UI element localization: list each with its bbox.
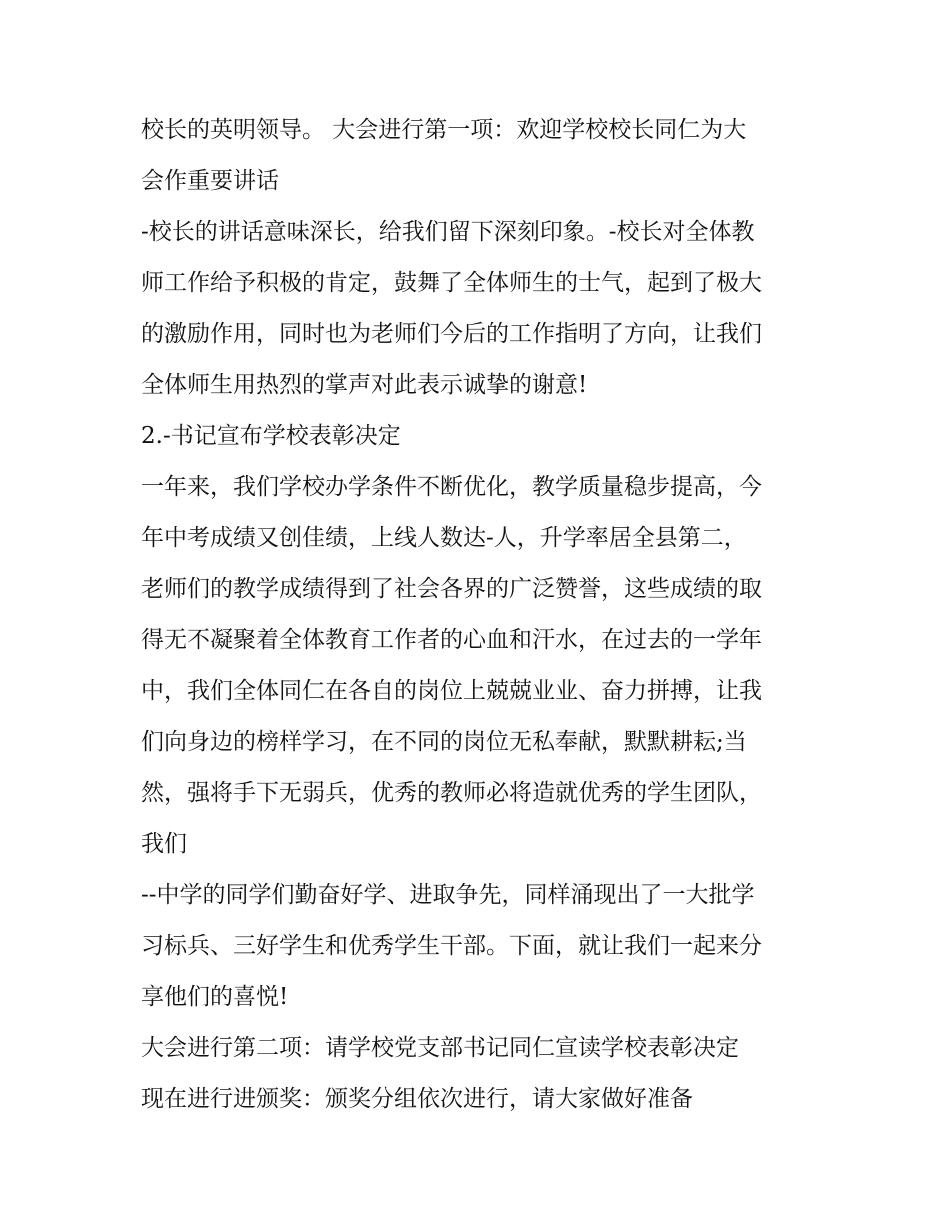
text-line: 习标兵、三好学生和优秀学生干部。下面，就让我们一起来分: [141, 933, 762, 959]
text-line: --中学的同学们勤奋好学、进取争先，同样涌现出了一大批学: [141, 882, 755, 908]
text-line: 享他们的喜悦!: [141, 984, 289, 1010]
text-line: 得无不凝聚着全体教育工作者的心血和汗水，在过去的一学年: [141, 627, 762, 653]
text-line: -校长的讲话意味深长，给我们留下深刻印象。-校长对全体教: [141, 219, 755, 245]
text-line: 我们: [141, 831, 187, 857]
text-line: 师工作给予积极的肯定，鼓舞了全体师生的士气，起到了极大: [141, 270, 762, 296]
text-line: 中，我们全体同仁在各自的岗位上兢兢业业、奋力拼搏，让我: [141, 678, 762, 704]
text-line: 大会进行第二项：请学校党支部书记同仁宣读学校表彰决定: [141, 1035, 739, 1061]
text-line: 然，强将手下无弱兵，优秀的教师必将造就优秀的学生团队，: [141, 780, 762, 806]
text-line: 年中考成绩又创佳绩，上线人数达-人，升学率居全县第二，: [141, 525, 747, 551]
text-line: 校长的英明领导。 大会进行第一项：欢迎学校校长同仁为大: [141, 117, 747, 143]
text-line: 会作重要讲话: [141, 168, 279, 194]
section-heading: 2.-书记宣布学校表彰决定: [141, 423, 401, 449]
text-line: 全体师生用热烈的掌声对此表示诚挚的谢意!: [141, 372, 588, 398]
text-line: 的激励作用，同时也为老师们今后的工作指明了方向，让我们: [141, 321, 762, 347]
text-line: 老师们的教学成绩得到了社会各界的广泛赞誉，这些成绩的取: [141, 576, 762, 602]
text-line: 现在进行进颁奖：颁奖分组依次进行，请大家做好准备: [141, 1086, 693, 1112]
text-line: 们向身边的榜样学习，在不同的岗位无私奉献，默默耕耘;当: [141, 729, 747, 755]
text-line: 一年来，我们学校办学条件不断优化，教学质量稳步提高，今: [141, 474, 762, 500]
